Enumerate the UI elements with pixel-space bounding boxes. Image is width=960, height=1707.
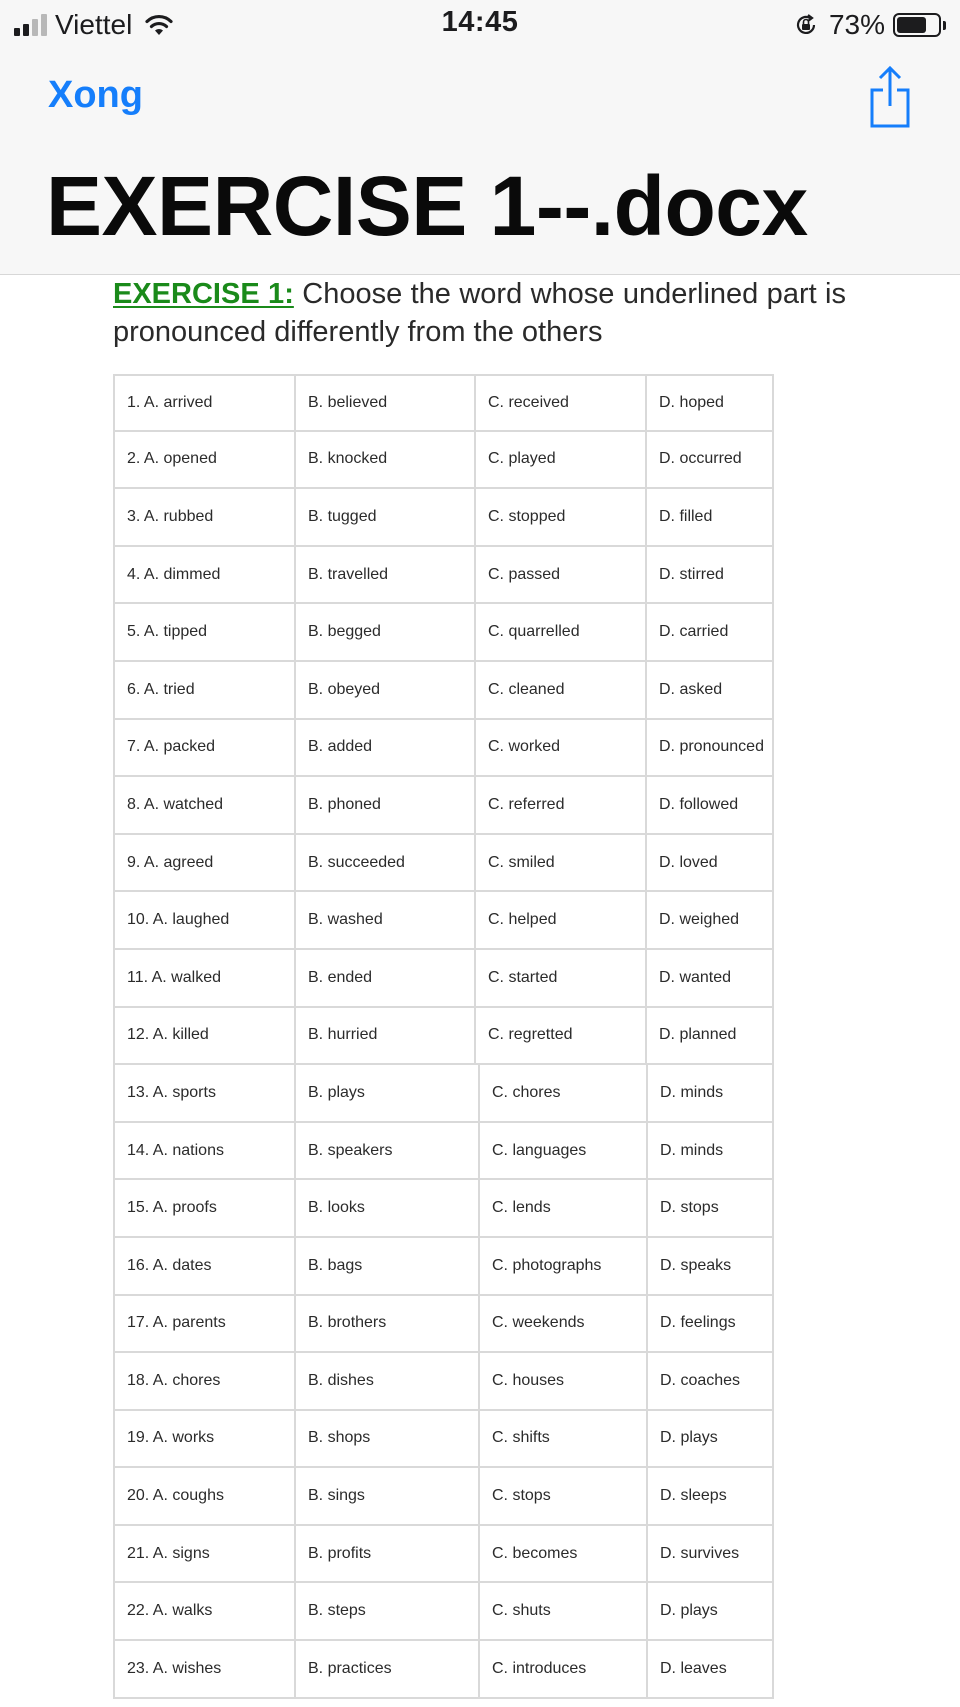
carrier-name: Viettel [55, 9, 133, 40]
table-row [113, 1238, 774, 1296]
table-cell: 19. A. works [115, 1411, 296, 1469]
table-cell: C. weekends [480, 1296, 648, 1354]
table-cell: C. lends [480, 1180, 648, 1238]
table-row [113, 720, 774, 778]
status-bar [0, 0, 960, 50]
exercise-instruction: Choose the word whose underlined part is pronounced differently from the others [113, 278, 847, 348]
table-row [113, 1526, 774, 1584]
done-button[interactable]: Xong [48, 74, 143, 116]
table-cell: D. feelings [648, 1296, 774, 1354]
table-cell: B. tugged [296, 489, 476, 547]
table-cell: C. photographs [480, 1238, 648, 1296]
table-cell: B. phoned [296, 777, 476, 835]
table-cell: C. helped [476, 892, 647, 950]
table-row [113, 1583, 774, 1641]
table-cell: D. weighed [647, 892, 774, 950]
table-cell: 6. A. tried [115, 662, 296, 720]
table-cell: D. asked [647, 662, 774, 720]
table-cell: 15. A. proofs [115, 1180, 296, 1238]
table-cell: D. followed [647, 777, 774, 835]
table-cell: B. shops [296, 1411, 480, 1469]
table-cell: C. regretted [476, 1008, 647, 1066]
table-cell: D. sleeps [648, 1468, 774, 1526]
table-cell: B. ended [296, 950, 476, 1008]
table-cell: C. smiled [476, 835, 647, 893]
table-row [113, 1180, 774, 1238]
table-cell: 1. A. arrived [115, 374, 296, 432]
table-cell: 8. A. watched [115, 777, 296, 835]
table-row [113, 1353, 774, 1411]
table-cell: B. profits [296, 1526, 480, 1584]
exercise-label: EXERCISE 1: [113, 278, 294, 310]
table-row [113, 950, 774, 1008]
table-cell: D. minds [648, 1065, 774, 1123]
table-cell: D. plays [648, 1411, 774, 1469]
table-cell: D. survives [648, 1526, 774, 1584]
table-cell: D. occurred [647, 432, 774, 490]
table-cell: 2. A. opened [115, 432, 296, 490]
table-cell: D. coaches [648, 1353, 774, 1411]
table-cell: B. sings [296, 1468, 480, 1526]
table-cell: 10. A. laughed [115, 892, 296, 950]
share-icon[interactable] [866, 64, 914, 128]
table-row [113, 604, 774, 662]
table-cell: D. wanted [647, 950, 774, 1008]
table-row [113, 777, 774, 835]
table-cell: C. cleaned [476, 662, 647, 720]
table-cell: C. becomes [480, 1526, 648, 1584]
table-cell: C. shifts [480, 1411, 648, 1469]
table-cell: 5. A. tipped [115, 604, 296, 662]
table-row [113, 1468, 774, 1526]
table-cell: B. knocked [296, 432, 476, 490]
table-cell: B. obeyed [296, 662, 476, 720]
table-cell: C. stops [480, 1468, 648, 1526]
table-cell: D. speaks [648, 1238, 774, 1296]
table-row [113, 1296, 774, 1354]
table-cell: C. referred [476, 777, 647, 835]
table-row [113, 1123, 774, 1181]
table-cell: C. received [476, 374, 647, 432]
table-cell: C. started [476, 950, 647, 1008]
table-cell: D. stirred [647, 547, 774, 605]
table-cell: B. washed [296, 892, 476, 950]
table-cell: C. shuts [480, 1583, 648, 1641]
table-cell: C. passed [476, 547, 647, 605]
table-cell: 7. A. packed [115, 720, 296, 778]
table-cell: B. dishes [296, 1353, 480, 1411]
table-cell: B. begged [296, 604, 476, 662]
table-cell: B. succeeded [296, 835, 476, 893]
table-cell: B. steps [296, 1583, 480, 1641]
table-row [113, 1411, 774, 1469]
table-cell: D. minds [648, 1123, 774, 1181]
table-cell: D. stops [648, 1180, 774, 1238]
table-cell: D. carried [647, 604, 774, 662]
table-cell: 12. A. killed [115, 1008, 296, 1066]
table-cell: C. quarrelled [476, 604, 647, 662]
table-cell: B. plays [296, 1065, 480, 1123]
table-row [113, 432, 774, 490]
table-cell: D. planned [647, 1008, 774, 1066]
table-cell: B. travelled [296, 547, 476, 605]
table-cell: 13. A. sports [115, 1065, 296, 1123]
table-cell: 9. A. agreed [115, 835, 296, 893]
table-cell: C. introduces [480, 1641, 648, 1699]
table-cell: 22. A. walks [115, 1583, 296, 1641]
table-row [113, 547, 774, 605]
document-title: EXERCISE 1--.docx [46, 159, 808, 253]
table-row [113, 835, 774, 893]
table-cell: D. filled [647, 489, 774, 547]
table-row [113, 1641, 774, 1699]
table-cell: C. houses [480, 1353, 648, 1411]
table-cell: D. pronounced [647, 720, 774, 778]
table-cell: B. added [296, 720, 476, 778]
table-cell: 18. A. chores [115, 1353, 296, 1411]
table-cell: B. believed [296, 374, 476, 432]
table-cell: 23. A. wishes [115, 1641, 296, 1699]
status-right [793, 8, 946, 42]
table-cell: C. chores [480, 1065, 648, 1123]
table-cell: 4. A. dimmed [115, 547, 296, 605]
document-header [0, 50, 960, 275]
table-row [113, 1065, 774, 1123]
table-row [113, 489, 774, 547]
table-cell: D. hoped [647, 374, 774, 432]
exercise-heading [113, 275, 846, 351]
table-row [113, 374, 774, 432]
answer-table [113, 374, 774, 1699]
battery-percentage: 73% [828, 9, 885, 40]
table-cell: C. worked [476, 720, 647, 778]
table-cell: C. played [476, 432, 647, 490]
table-cell: 21. A. signs [115, 1526, 296, 1584]
table-cell: 16. A. dates [115, 1238, 296, 1296]
clock: 14:45 [441, 6, 519, 38]
table-row [113, 662, 774, 720]
table-cell: B. practices [296, 1641, 480, 1699]
table-cell: C. stopped [476, 489, 647, 547]
table-cell: B. bags [296, 1238, 480, 1296]
table-cell: 11. A. walked [115, 950, 296, 1008]
orientation-lock-icon [793, 12, 819, 38]
battery-icon [893, 13, 941, 37]
table-cell: 20. A. coughs [115, 1468, 296, 1526]
table-cell: B. looks [296, 1180, 480, 1238]
table-cell: 14. A. nations [115, 1123, 296, 1181]
table-row [113, 892, 774, 950]
table-cell: B. hurried [296, 1008, 476, 1066]
document-content[interactable] [0, 275, 960, 1707]
table-cell: B. speakers [296, 1123, 480, 1181]
table-row [113, 1008, 774, 1066]
table-cell: D. plays [648, 1583, 774, 1641]
table-cell: D. loved [647, 835, 774, 893]
battery-fill [897, 17, 926, 33]
table-cell: 3. A. rubbed [115, 489, 296, 547]
table-cell: D. leaves [648, 1641, 774, 1699]
battery-cap [943, 21, 946, 30]
table-cell: C. languages [480, 1123, 648, 1181]
table-cell: 17. A. parents [115, 1296, 296, 1354]
table-cell: B. brothers [296, 1296, 480, 1354]
